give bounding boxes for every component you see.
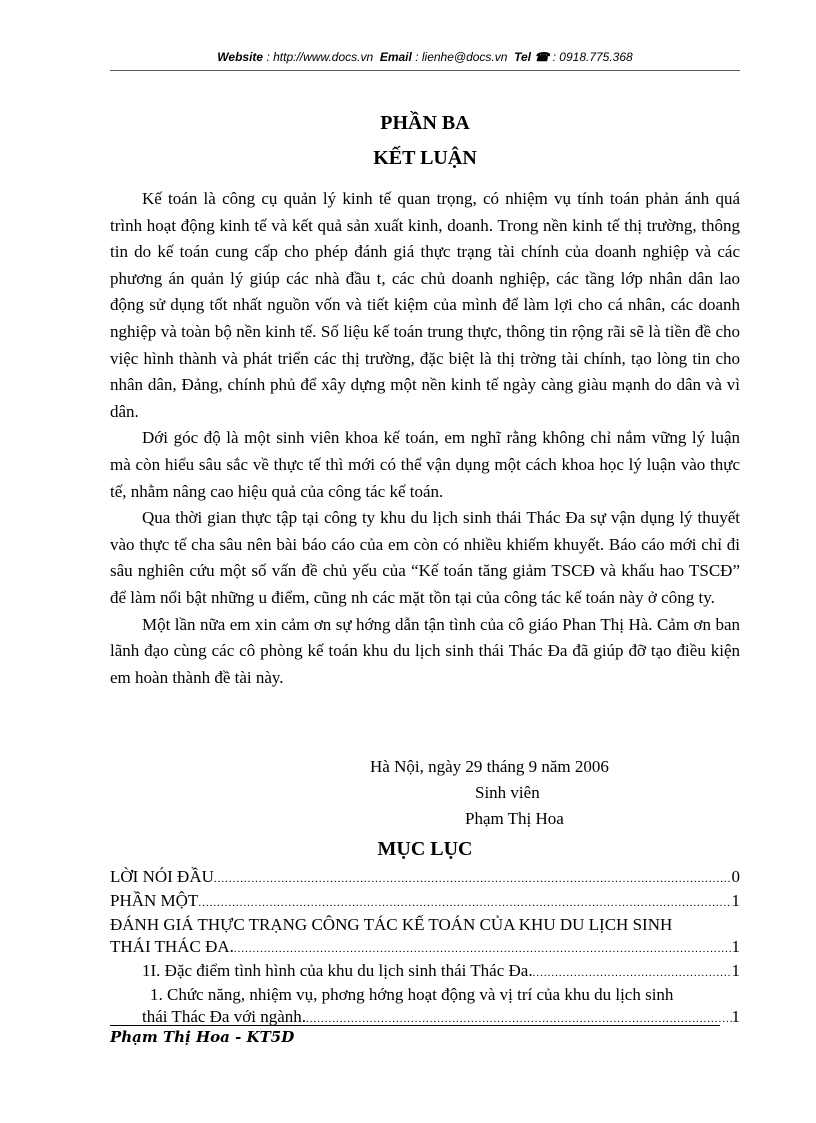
toc-title: MỤC LỤC (377, 838, 473, 860)
paragraph: Dới góc độ là một sinh viên khoa kế toán, em nghĩ rằng không chỉ nắm vững lý luận mà còn hiểu sâu sắc về thực tế thì mới có thể vận dụng một cách khoa học lý luận vào thực tế, nhằm nâng cao hiệu quả của công tác kế toán. (110, 428, 740, 501)
toc-entry[interactable] (110, 936, 740, 960)
toc-leader (198, 892, 731, 914)
toc-entry[interactable] (110, 1006, 740, 1030)
conclusion-body (110, 186, 740, 691)
email-label: Email (379, 50, 412, 64)
toc-leader (214, 868, 732, 890)
page-footer: Phạm Thị Hoa - KT5D (110, 1028, 295, 1046)
section-title: KẾT LUẬN (373, 147, 477, 169)
website-value: : http://www.docs.vn (266, 50, 374, 64)
toc-leader (306, 1008, 732, 1030)
toc-entry-text: LỜI NÓI ĐẦU (110, 867, 214, 886)
toc-page-number: 1 (731, 961, 740, 980)
toc-entry[interactable] (110, 890, 740, 914)
toc-leader (234, 938, 732, 960)
toc-entry-text: PHẦN MỘT (110, 891, 199, 910)
footer-divider (110, 1025, 720, 1026)
signature-name: Phạm Thị Hoa (465, 809, 564, 828)
paragraph: Kế toán là công cụ quản lý kinh tế quan trọng, có nhiệm vụ tính toán phản ánh quá trình hoạt động kinh tế và kết quả sản xuất kinh, doanh. Trong nền kinh tế thị trường, thông tin do kế toán cung cấp cho phép đánh giá thực trạng tài chính của doanh nghiệp và các phương án quản lý giúp các nhà đầu t, các chủ doanh nghiệp, các tầng lớp nhân dân lao động sử dụng tốt nhất nguồn vốn và tiết kiệm của mình để làm lợi cho cá nhân, các doanh nghiệp và toàn bộ nền kinh tế. Số liệu kế toán trung thực, thông tin rộng rãi sẽ là tiền đề cho việc hình thành và phát triển các thị trường, đặc biệt là thị trờng tài chính, tạo lòng tin cho nhân dân, Đảng, chính phủ để xây dựng một nền kinh tế ngày càng giàu mạnh do dân và vì dân. (110, 189, 740, 421)
paragraph: Một lần nữa em xin cảm ơn sự hớng dẫn tận tình của cô giáo Phan Thị Hà. Cảm ơn ban lãnh đạo cùng các cô phòng kế toán khu du lịch sinh thái Thác Đa đã giúp đỡ tạo điều kiện em hoàn thành đề tài này. (110, 614, 740, 687)
tel-value: : 0918.775.368 (552, 50, 633, 64)
page-header (110, 50, 740, 64)
toc-page-number: 1 (731, 1007, 740, 1026)
signature-role: Sinh viên (475, 783, 540, 802)
website-label: Website (217, 50, 264, 64)
toc-page-number: 1 (731, 937, 740, 956)
tel-label: Tel ☎ (514, 50, 550, 64)
table-of-contents (110, 866, 740, 1030)
header-divider (110, 70, 740, 71)
toc-entry[interactable] (110, 866, 740, 890)
toc-leader (533, 962, 732, 984)
toc-entry[interactable] (110, 960, 740, 984)
toc-entry-text: THÁI THÁC ĐA. (110, 937, 234, 956)
signature-date: Hà Nội, ngày 29 tháng 9 năm 2006 (370, 757, 609, 776)
email-value: : lienhe@docs.vn (415, 50, 508, 64)
toc-entry-line[interactable]: 1. Chức năng, nhiệm vụ, phơng hớng hoạt động và vị trí của khu du lịch sinh (150, 985, 674, 1004)
part-title: PHẦN BA (380, 112, 470, 134)
toc-page-number: 1 (731, 891, 740, 910)
toc-page-number: 0 (731, 867, 740, 886)
toc-entry-line[interactable]: ĐÁNH GIÁ THỰC TRẠNG CÔNG TÁC KẾ TOÁN CỦA KHU DU LỊCH SINH (110, 915, 673, 934)
paragraph: Qua thời gian thực tập tại công ty khu du lịch sinh thái Thác Đa sự vận dụng lý thuyết vào thực tế cha sâu nên bài báo cáo của em còn có nhiều khiếm khuyết. Báo cáo mới chỉ đi sâu nghiên cứu một số vấn đề chủ yếu của “Kế toán tăng giảm TSCĐ và khấu hao TSCĐ” để làm nổi bật những u điểm, cũng nh các mặt tồn tại của công tác kế toán này ở công ty. (110, 508, 740, 607)
toc-entry-text: thái Thác Đa với ngành. (142, 1007, 306, 1026)
toc-entry-text: 1I. Đặc điểm tình hình của khu du lịch sinh thái Thác Đa. (142, 961, 533, 980)
